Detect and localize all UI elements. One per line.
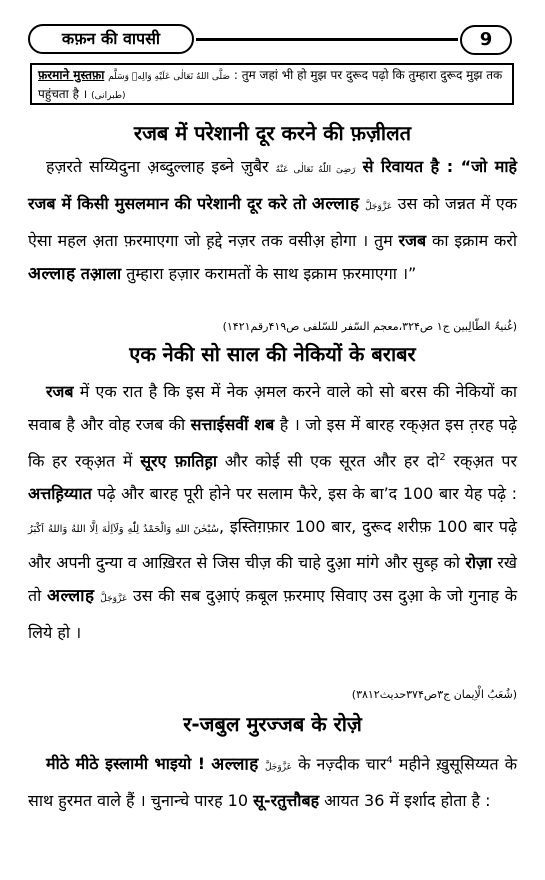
section-heading-rajab-fasts: र-जबुल मुरज्जब के रोज़े [183,712,362,736]
quote-honorific: صَلَّی اللهُ تَعَالٰی عَلَيْهِ وَالِهٖ وَسَلَّم [108,72,231,82]
text-segment: हज़रते सय्यिदुना अ़ब्दुल्लाह इब्ने ज़ुबैर [46,157,269,176]
reference-citation: (غُنیۃُ الطّالِبین ج۱ ص۳۲۴،معجم السّفر للسّلفی ص۴۱۹رقم۱۴۲۱) [222,320,517,333]
surah-tauba-bold: सू-रतुत्तौबह [253,791,320,811]
honorific-azza: عَزَّوَجَلَّ [365,202,393,212]
paragraph-rajab-virtue [28,150,517,291]
27th-night-bold: सत्ताईसवीं शब [190,415,275,434]
text-segment: महीने ख़ुसूसिय्यत के साथ हुरमत वाले हैं । चुनान्चे पारह 10 [28,754,517,811]
surah-fatiha-bold: सूरए फ़ातिह़ा [140,451,218,471]
text-segment: उस की सब दुआ़एं क़बूल फ़रमाए सिवाए उस दुआ़ के जो गुनाह के लिये हो । [28,586,517,643]
attahiyat-bold: अत्तह़िय्यात [28,484,92,504]
book-title: कफ़न की वापसी [28,24,194,54]
superscript-4: 4 [386,755,393,766]
reference-citation: (شُعَبُ الْاِیمان ج۳ص۳۷۴حدیث۳۸۱۲) [351,688,517,701]
superscript-2: 2 [439,452,446,463]
honorific-azza: عَزَّوَجَلَّ [100,594,128,605]
rajab-bold: रजब [398,231,427,250]
quote-source: (طبرانی) [91,91,126,101]
honorific-radiallahu: رَضِیَ اللّٰهُ تَعَالٰی عَنْهُ [275,165,356,175]
paragraph-27th-night [28,375,517,649]
text-segment: पढ़े और बारह पूरी होने पर सलाम फैरे, इस के बा’द 100 बार येह पढ़े : [97,484,517,504]
text-segment: रक्अ़त पर [453,451,517,471]
allah-calligraphy: अल्लाह [311,194,360,214]
honorific-azza: عَزَّوَجَلَّ [264,762,293,773]
text-segment: और कोई सी एक सूरत और हर दो [224,451,440,471]
text-segment: , इस्तिग़फ़ार 100 बार, दुरूद शरीफ़ 100 बार पढ़े और अपनी दुन्या व आख़िरत से जिस चीज़ की चाहे दुआ़ मांगे और सुब्ह़ को [28,517,517,573]
text-segment: है । जो इस में बारह रक्अ़त इस त़रह पढ़े कि हर रक्अ़त में [28,415,517,471]
quote-text: तुम जहां भी हो मुझ पर दुरूद पढ़ो कि तुम्हारा दुरूद मुझ तक पहुंचता है । [38,68,503,101]
page-number: 9 [460,25,512,55]
quote-colon: : [230,68,242,82]
rajab-bold: रजब [46,382,74,401]
taala-bold: तआ़ला [80,264,122,283]
hadith-quote-box [30,63,514,105]
text-segment: रखे तो [28,553,517,606]
text-segment: उस को जन्नत में एक ऐसा महल अ़ता फ़रमाएगा जो ह़द्दे नज़र तक वसीअ़ होगा । तुम [28,194,517,250]
quote-label: फ़रमाने मुस्तफ़ा [38,68,105,82]
text-segment: में एक रात है कि इस में नेक अ़मल करने वाले को सो बरस की नेकियों का सवाब है और वोह रजब की [28,382,517,434]
text-segment: मीठे मीठे इस्लामी भाइयो ! [46,754,206,774]
text-segment: से रिवायत है : “जो माहे रजब में किसी मुसलमान की परेशानी दूर करे तो [28,157,517,213]
section-heading-rajab-virtue: रजब में परेशानी दूर करने की फ़ज़ीलत [133,121,412,145]
allah-calligraphy: अल्लाह [46,586,95,607]
tasbih-arabic: سُبْحٰنَ اللهِ وَالْحَمْدُ لِلّٰهِ وَلَآاِلٰهَ اِلَّا اللهُ وَاللهُ اَکْبَرُ [28,524,219,536]
text-segment: आयत 36 में इर्शाद होता है : [324,791,491,811]
header-divider [196,38,458,41]
paragraph-sacred-months [28,744,517,817]
section-heading-one-good-deed: एक नेकी सो साल की नेकियों के बराबर [129,342,416,366]
text-segment: का इक्राम करो [432,231,517,250]
roza-bold: रोज़ा [465,553,493,573]
text-segment: के नज़्दीक चार [298,754,387,774]
allah-calligraphy: अल्लाह [211,754,259,775]
text-segment: तुम्हारा हज़ार करामतों के साथ इक्राम फ़रमाएगा ।” [126,264,417,283]
allah-calligraphy: अल्लाह [28,264,76,284]
